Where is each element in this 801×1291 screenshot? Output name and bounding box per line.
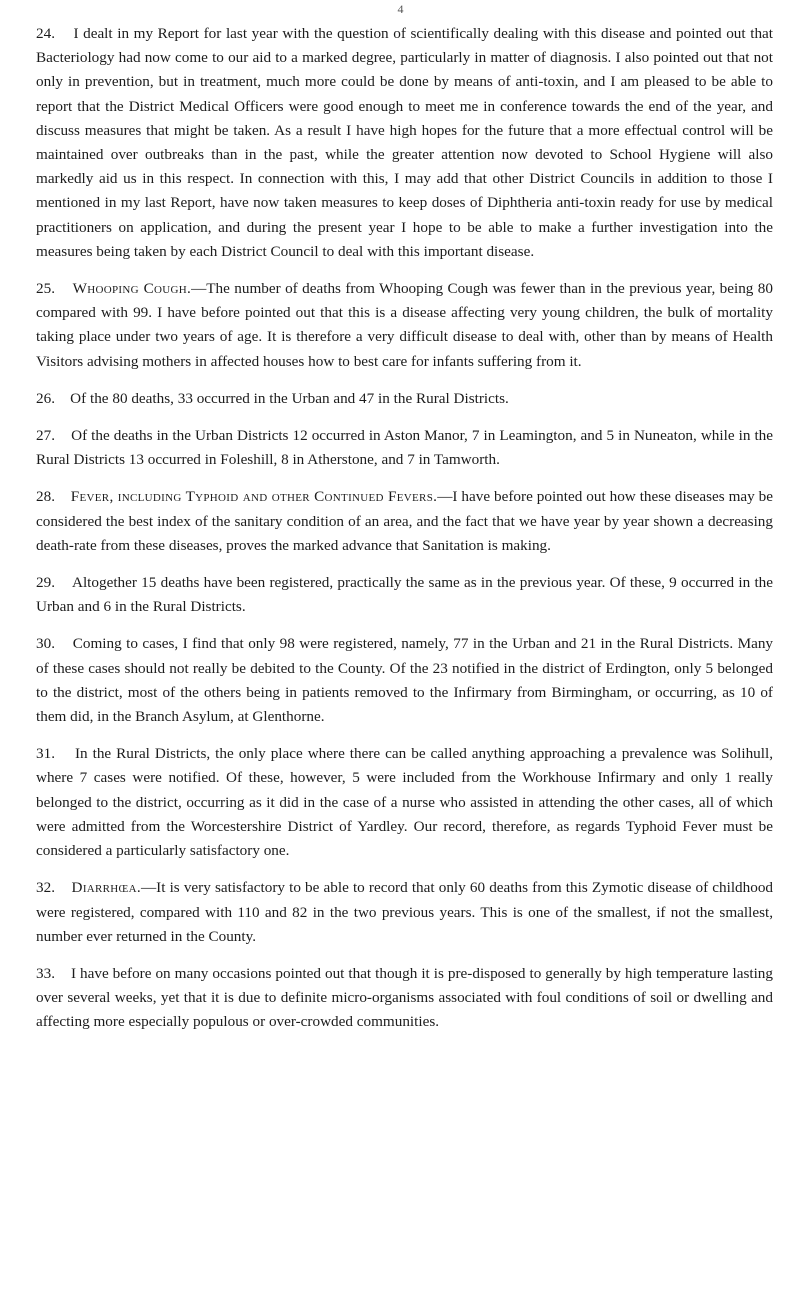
paragraph-number: 31. — [36, 745, 55, 763]
paragraph-text: I have before on many occasions pointed out that though it is pre-disposed to generally by high temperature lasting over several weeks, yet that it is due to definite micro-organisms associated with foul conditions of soil or dwelling and affecting more especially populous or over-crowded communities. — [36, 964, 773, 1031]
paragraph-number: 33. — [36, 964, 55, 982]
paragraph-27 — [36, 424, 773, 472]
page-number: 4 — [397, 2, 404, 16]
paragraph-text: Altogether 15 deaths have been registered, practically the same as in the previous year. Of these, 9 occurred in the Urban and 6 in the Rural Districts. — [36, 574, 773, 616]
paragraph-32 — [36, 876, 773, 949]
paragraph-text: I dealt in my Report for last year with the question of scientifically dealing with this disease and pointed out that Bacteriology had now come to our aid to a marked degree, particularly in matter of diagnosis. I also pointed out that not only in prevention, but in treatment, much more could be done by means of anti-toxin, and I am pleased to be able to report that the District Medical Officers were good enough to meet me in conference towards the end of the year, and discuss measures that might be taken. As a result I have high hopes for the future that a more effectual control will be maintained over outbreaks than in the past, while the greater attention now devoted to School Hygiene will also markedly aid us in this respect. In connection with this, I may add that other District Councils in addition to those I mentioned in my last Report, have now taken measures to keep doses of Diphtheria anti-toxin ready for use by medical practitioners on application, and during the present year I hope to be able to make a further investigation into the measures being taken by each District Council to deal with this important disease. — [36, 25, 774, 260]
paragraph-number: 32. — [36, 879, 55, 897]
document-body — [36, 22, 773, 1048]
paragraph-29 — [36, 571, 773, 619]
paragraph-number: 30. — [36, 635, 55, 653]
paragraph-text: Of the deaths in the Urban Districts 12 occurred in Aston Manor, 7 in Leamington, and 5 in Nuneaton, while in the Rural Districts 13 occurred in Foleshill, 8 in Atherstone, and 7 in Tamworth. — [36, 427, 774, 469]
paragraph-30 — [36, 632, 773, 729]
paragraph-text: Coming to cases, I find that only 98 were registered, namely, 77 in the Urban and 21 in the Rural Districts. Many of these cases should not really be debited to the County. Of the 23 notified in the district of Erdington, only 5 belonged to the district, most of the others being in patients removed to the Infirmary from Birmingham, or occurring, as 10 of them did, in the Branch Asylum, at Glenthorne. — [36, 635, 774, 726]
paragraph-33 — [36, 962, 773, 1035]
paragraph-31 — [36, 742, 773, 863]
paragraph-text: —The number of deaths from Whooping Cough was fewer than in the previous year, being 80 compared with 99. I have before pointed out that this is a disease affecting very young children, the bulk of mortality taking place under two years of age. It is therefore a very difficult disease to deal with, other than by means of Health Visitors advising mothers in affected houses how to best care for infants suffering from it. — [36, 280, 773, 370]
paragraph-number: 26. — [36, 389, 55, 407]
paragraph-text: In the Rural Districts, the only place where there can be called anything approaching a prevalence was Solihull, where 7 cases were notified. Of these, however, 5 were included from the Workhouse Infirmary and only 1 really belonged to the district, occurring as it did in the case of a nurse who assisted in attending the other cases, all of which were admitted from the Worcestershire District of Yardley. Our record, therefore, as regards Typhoid Fever must be considered a particularly satisfactory one. — [36, 745, 774, 860]
paragraph-text: —I have before pointed out how these diseases may be considered the best index of the sanitary condition of an area, and the fact that we have year by year shown a decreasing death-rate from these diseases, proves the marked advance that Sanitation is making. — [36, 488, 774, 554]
section-heading-diarrhoea: Diarrhœa. — [71, 879, 141, 897]
paragraph-number: 28. — [36, 488, 55, 506]
section-heading-whooping-cough: Whooping Cough. — [72, 280, 192, 298]
paragraph-number: 24. — [36, 25, 55, 42]
paragraph-text: Of the 80 deaths, 33 occurred in the Urban and 47 in the Rural Districts. — [70, 389, 509, 407]
paragraph-25 — [36, 277, 773, 374]
paragraph-26 — [36, 387, 773, 411]
paragraph-number: 27. — [36, 427, 55, 445]
paragraph-24 — [36, 22, 773, 264]
paragraph-number: 25. — [36, 280, 55, 298]
section-heading-fever: Fever, including Typhoid and other Continued Fevers. — [70, 488, 438, 506]
paragraph-text: —It is very satisfactory to be able to record that only 60 deaths from this Zymotic disease of childhood were registered, compared with 110 and 82 in the two previous years. This is one of the smallest, if not the smallest, number ever returned in the County. — [36, 879, 774, 945]
paragraph-28 — [36, 485, 773, 558]
paragraph-number: 29. — [36, 574, 55, 592]
